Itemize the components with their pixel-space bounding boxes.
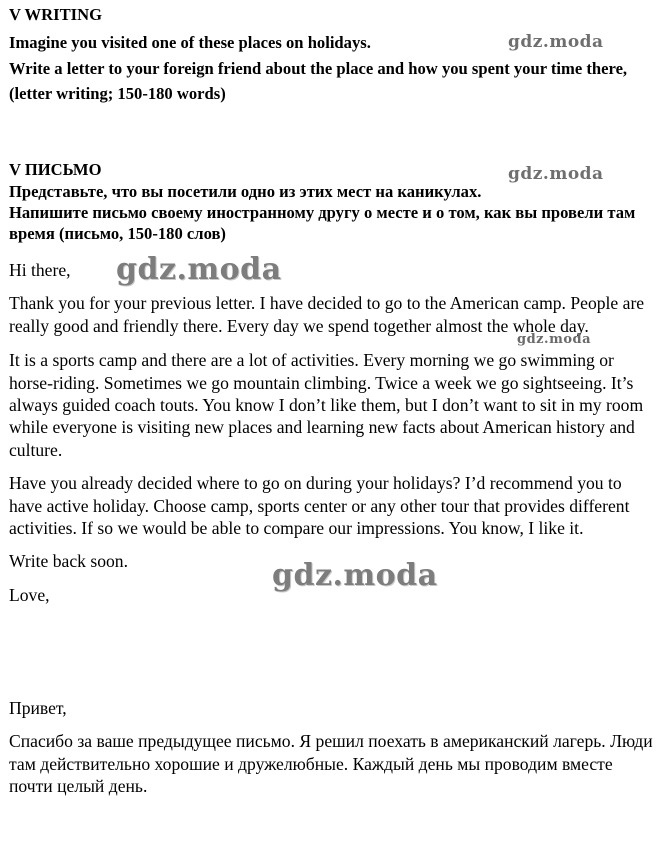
english-paragraph-1: Thank you for your previous letter. I have decided to go to the American camp. People are really good and friendly there. Every day we spend together almost the whole day.: [9, 293, 645, 336]
english-task-line1: Imagine you visited one of these places on holidays.: [9, 33, 371, 52]
english-greeting: Hi there,: [9, 260, 71, 280]
watermark-4: gdz.moda: [517, 332, 592, 347]
russian-letter: [9, 697, 659, 798]
english-task-line2: Write a letter to your foreign friend about the place and how you spent your time there, (letter writing; 150-180 words): [9, 59, 628, 103]
english-task-heading: V WRITING: [9, 5, 102, 24]
russian-paragraph-1: Спасибо за ваше предыдущее письмо. Я решил поехать в американский лагерь. Люди там действительно хорошие и дружелюбные. Каждый день мы проводим вместе почти целый день.: [9, 731, 653, 797]
russian-task-line1: Представьте, что вы посетили одно из этих мест на каникулах.: [9, 182, 482, 201]
english-closing-2: Love,: [9, 584, 50, 605]
english-letter: [9, 259, 659, 606]
russian-greeting: Привет,: [9, 698, 67, 718]
russian-task-line2: Напишите письмо своему иностранному другу о месте и о том, как вы провели там время (письмо, 150-180 слов): [9, 203, 636, 243]
watermark-1: gdz.moda: [508, 32, 604, 52]
english-closing-1: Write back soon.: [9, 551, 128, 572]
russian-task-heading: V ПИСЬМО: [9, 160, 102, 179]
watermark-5: gdz.moda: [272, 558, 438, 593]
watermark-3: gdz.moda: [116, 252, 282, 287]
english-paragraph-2: It is a sports camp and there are a lot of activities. Every morning we go swimming or horse-riding. Sometimes we go mountain climbing. Twice a week we go sightseeing. It’s always guided coach touts. You know I don’t like them, but I don’t want to sit in my room while everyone is visiting new places and learning new facts about American history and culture.: [9, 350, 644, 460]
watermark-2: gdz.moda: [508, 164, 604, 184]
english-task: [9, 4, 659, 106]
english-paragraph-3: Have you already decided where to go on during your holidays? I’d recommend you to have active holiday. Choose camp, sports center or any other tour that provides different activities. If so we would be able to compare our impressions. You know, I like it.: [9, 473, 630, 539]
